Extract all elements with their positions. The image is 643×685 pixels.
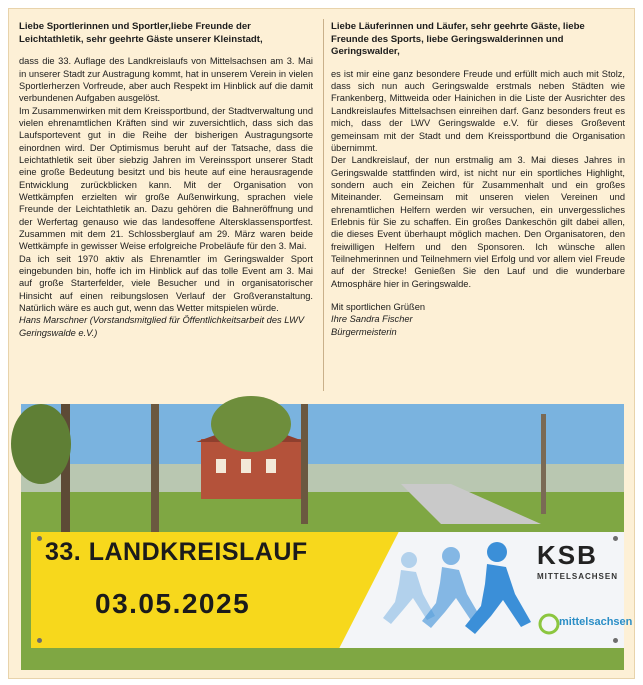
- ksb-logo-subtitle: MITTELSACHSEN: [537, 572, 618, 581]
- mittelsachsen-logo: mittelsachsen: [559, 616, 633, 628]
- tree-crown: [11, 404, 71, 484]
- article-panel: [8, 8, 635, 679]
- tree-trunk: [151, 404, 159, 534]
- right-headline: Liebe Läuferinnen und Läufer, sehr geehrte Gäste, liebe Freunde des Sports, liebe Geringswalderinnen und Geringswalder,: [331, 21, 585, 58]
- closing-greeting: Mit sportlichen Grüßen: [331, 301, 426, 312]
- right-paragraph: es ist mir eine ganz besondere Freude und erfüllt mich auch mit Stolz, dass sich nun auch Geringswalde erstmals neben Städten wie Frankenberg, Mittweida oder Hainichen in die Liste der Ausrichter des Landkreislaufes Mittelsachsen einreihen darf. Ganz besonders freut es mich, dass der LWV Geringswalde e.V. für dieses Großevent gemeinsam mit der Stadt und dem Kreissportbund die Organisation übernimmt.: [331, 68, 625, 153]
- left-paragraph: Da ich seit 1970 aktiv als Ehrenamtler im Geringswalder Sport eingebunden bin, hoffe ich im Hinblick auf das tolle Event am 3. Mai auf große Starterfelder, viele Besucher und in organisatorischer Hinsicht auf einen reibungslosen Verlauf der Großveranstaltung. Natürlich wäre es auch gut, wenn das Wetter mitspielen würde.: [19, 253, 313, 314]
- tree-trunk: [541, 414, 546, 514]
- signature-name: Ihre Sandra Fischer: [331, 314, 413, 325]
- banner-grommet: [613, 638, 618, 643]
- runner-icon: [465, 542, 531, 634]
- banner-grommet: [37, 638, 42, 643]
- left-paragraph: dass die 33. Auflage des Landkreislaufs von Mittelsachsen am 3. Mai in unserer Stadt zur Austragung kommt, hat in unserem Verein in vielen Sportlerherzen Vorfreude, aber auch Respekt im Hinblick auf die damit verbundenen Aufgaben ausgelöst.: [19, 56, 313, 104]
- race-banner: [31, 532, 633, 648]
- column-divider: [323, 19, 324, 391]
- right-column: [331, 21, 625, 338]
- event-photo: [21, 404, 633, 670]
- signature-title: Bürgermeisterin: [331, 326, 397, 337]
- banner-grommet: [613, 536, 618, 541]
- left-column: [19, 21, 313, 339]
- banner-grommet: [37, 536, 42, 541]
- left-paragraph: Im Zusammenwirken mit dem Kreissportbund, der Stadtverwaltung und vielen ehrenamtlichen Kräften sind wir zuversichtlich, dass sich das Laufsportevent gut in die Reihe der bisherigen Austragungsorte einordnen wird. Der Optimismus beruht auf der Tatsache, dass die Leichtathletik seit über siebzig Jahren im Vereinssport unserer Stadt eine große Bedeutung besitzt und bis heute auf eine herausragende Entwicklung zurückblicken kann. Mit der Organisation von Wettkämpfen erzielten wir große Außenwirkung, sprachen viele Freunde der Leichtathletik an. Dazu gehören die Bahneröffnung und der Werfertag genauso wie das landesoffene Altersklassensportfest. Zusammen mit dem 21. Schlossberglauf am 29. März waren beide Wettkämpfe in gewisser Weise erfolgreiche Probeläufe für den 3. Mai.: [19, 105, 313, 252]
- ksb-logo: KSB: [537, 540, 598, 570]
- banner-title: 33. LANDKREISLAUF: [45, 538, 308, 566]
- left-signature: Hans Marschner (Vorstandsmitglied für Öffentlichkeitsarbeit des LWV Geringswalde e.V.): [19, 315, 305, 338]
- right-paragraph: Der Landkreislauf, der nun erstmalig am 3. Mai dieses Jahres in Geringswalde stattfinden wird, ist nicht nur ein sportliches Highlight, sondern auch ein Zeichen für Zusammenhalt und ein großes Miteinander. Gemeinsam mit unseren vielen Vereinen und ehrenamtlichen Helfern werden wir versuchen, ein unvergessliches Erlebnis für Sie zu schaffen. Ein großes Dankeschön gilt dabei allen, die dieses Event überhaupt möglich machen. Den Organisatoren, den freiwilligen Helfern und den Sponsoren. Ich wünsche allen Teilnehmerinnen und Teilnehmern viel Erfolg und vor allem viel Freude auf der Strecke! Genießen Sie den Lauf und die wunderbare Atmosphäre hier in Geringswalde.: [331, 155, 625, 289]
- mittelsachsen-logo-mark: [540, 615, 558, 633]
- tree-trunk: [301, 404, 308, 524]
- left-headline: Liebe Sportlerinnen und Sportler,liebe Freunde der Leichtathletik, sehr geehrte Gäste unserer Kleinstadt,: [19, 21, 263, 45]
- tree-crown: [211, 396, 291, 452]
- banner-date: 03.05.2025: [95, 588, 251, 619]
